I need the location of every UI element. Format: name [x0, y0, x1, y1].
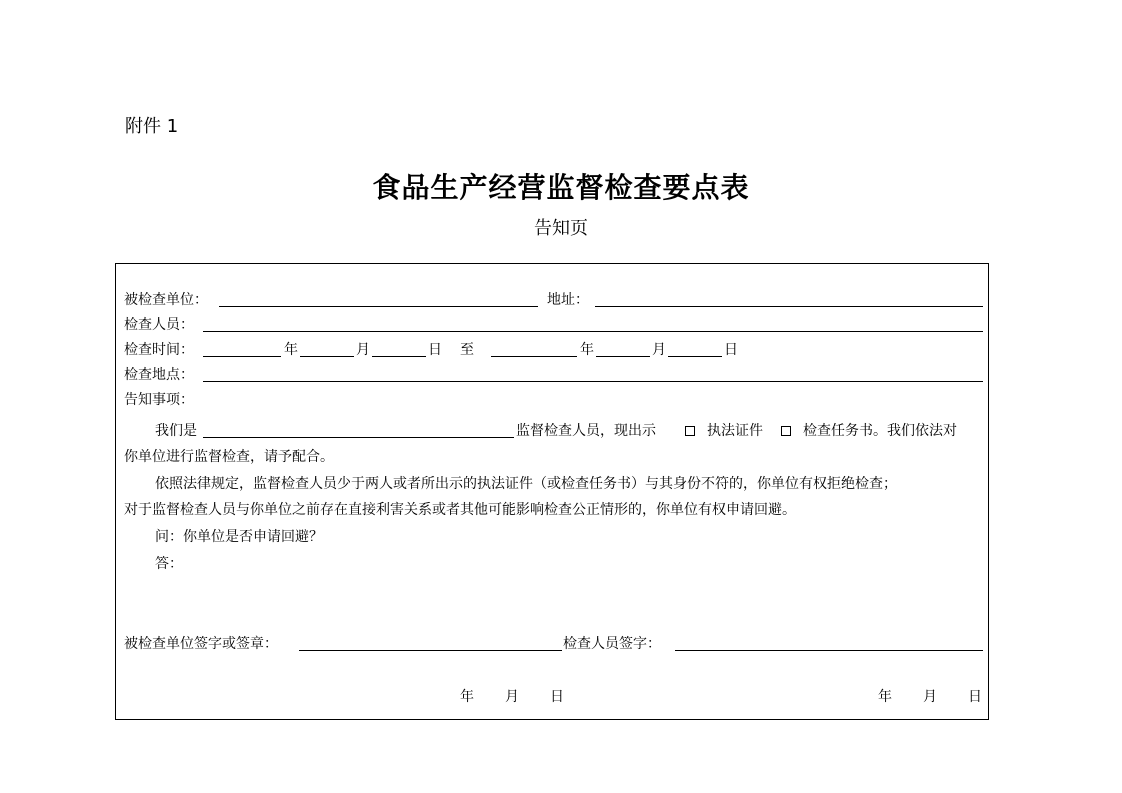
agency-name-field[interactable]	[203, 437, 514, 438]
address-field[interactable]	[595, 306, 983, 307]
inspection-place-field[interactable]	[203, 381, 983, 382]
end-month-label: 月	[652, 342, 666, 358]
inspection-place-label: 检查地点：	[124, 367, 194, 383]
recusal-question: 问：你单位是否申请回避？	[155, 529, 323, 545]
enforcement-cert-label: 执法证件	[707, 423, 763, 439]
inspector-sign-day: 日	[968, 689, 982, 705]
address-label: 地址：	[547, 292, 589, 308]
inspector-sign-month: 月	[923, 689, 937, 705]
answer-label: 答：	[155, 556, 183, 572]
end-day-field[interactable]	[668, 356, 722, 357]
end-year-label: 年	[580, 342, 594, 358]
we-are-text: 我们是	[155, 423, 197, 439]
inspector-signature-label: 检查人员签字：	[563, 636, 661, 652]
start-month-field[interactable]	[300, 356, 354, 357]
unit-sign-month: 月	[505, 689, 519, 705]
page-title: 食品生产经营监督检查要点表	[372, 171, 750, 204]
unit-signature-field[interactable]	[299, 650, 562, 651]
unit-sign-year: 年	[460, 689, 474, 705]
unit-sign-day: 日	[550, 689, 564, 705]
start-day-label: 日	[428, 342, 442, 358]
end-day-label: 日	[724, 342, 738, 358]
task-letter-checkbox[interactable]	[781, 426, 791, 436]
start-day-field[interactable]	[372, 356, 426, 357]
start-month-label: 月	[356, 342, 370, 358]
enforcement-cert-checkbox[interactable]	[685, 426, 695, 436]
legal-notice-line1: 依照法律规定，监督检查人员少于两人或者所出示的执法证件（或检查任务书）与其身份不符的，你单位有权拒绝检查；	[155, 476, 897, 492]
legal-notice-line2: 对于监督检查人员与你单位之前存在直接利害关系或者其他可能影响检查公正情形的，你单位有权申请回避。	[124, 502, 796, 518]
supervisors-present-text: 监督检查人员，现出示	[516, 423, 656, 439]
start-year-field[interactable]	[203, 356, 281, 357]
unit-signature-label: 被检查单位签字或签章：	[124, 636, 278, 652]
to-label: 至	[460, 342, 474, 358]
page-subtitle: 告知页	[534, 218, 588, 239]
end-month-field[interactable]	[596, 356, 650, 357]
end-year-field[interactable]	[491, 356, 577, 357]
start-year-label: 年	[284, 342, 298, 358]
inspectors-label: 检查人员：	[124, 317, 194, 333]
inspected-unit-field[interactable]	[219, 306, 538, 307]
cooperate-text: 你单位进行监督检查，请予配合。	[124, 449, 334, 465]
inspectors-field[interactable]	[203, 331, 983, 332]
attachment-label: 附件 1	[125, 116, 179, 137]
inspector-sign-year: 年	[878, 689, 892, 705]
inspected-unit-label: 被检查单位：	[124, 292, 208, 308]
task-letter-label: 检查任务书。我们依法对	[803, 423, 957, 439]
notice-items-label: 告知事项：	[124, 392, 194, 408]
inspector-signature-field[interactable]	[675, 650, 983, 651]
inspection-time-label: 检查时间：	[124, 342, 194, 358]
